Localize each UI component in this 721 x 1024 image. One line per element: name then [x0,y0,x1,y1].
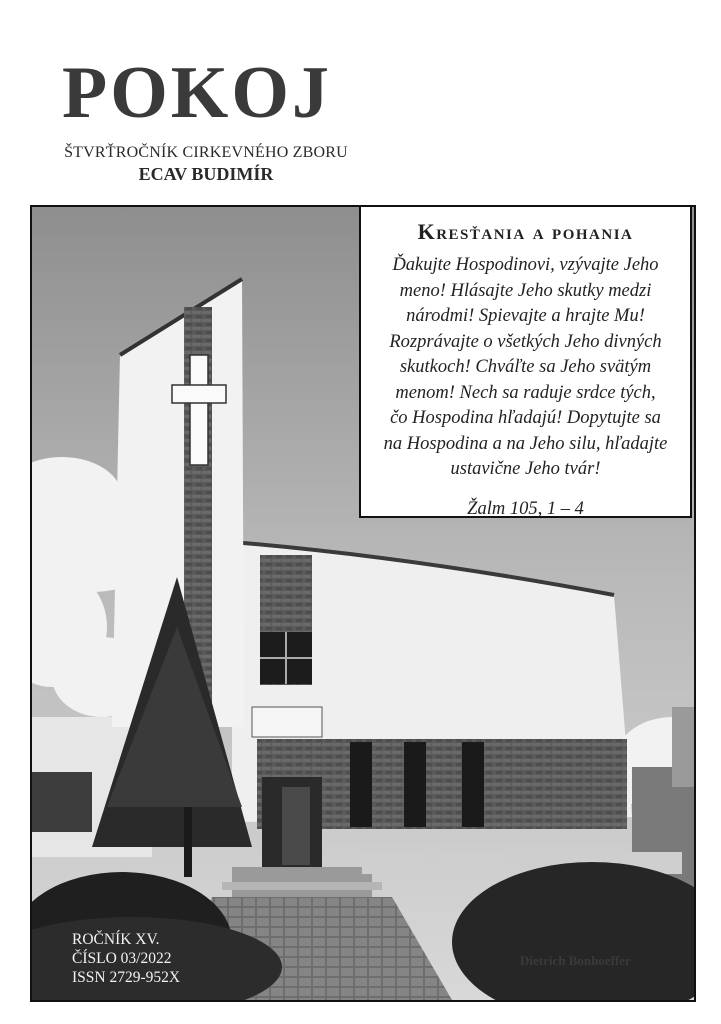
issue-volume: ROČNÍK XV. [72,931,160,948]
quote-line: menom! Nech sa raduje srdce tých, [395,382,656,403]
quote-line: Rozprávajte o všetkých Jeho divných [389,331,662,352]
quote-line: na Hospodina a na Jeho silu, hľadajte [383,433,668,454]
scripture-quote-box [359,205,692,518]
congregation-name: ECAV BUDIMÍR [138,164,274,184]
quote-line: skutkoch! Chváľte sa Jeho svätým [399,357,652,377]
issue-number: ČÍSLO 03/2022 [72,950,172,967]
issn: ISSN 2729-952X [72,969,181,986]
photo-credit: Dietrich Bonhoeffer [520,953,631,968]
quote-line: ustavične Jeho tvár! [450,459,601,479]
magazine-title: POKOJ [62,52,332,134]
masthead [62,52,362,185]
quote-reference: Žalm 105, 1 – 4 [467,498,584,519]
quote-line: Ďakujte Hospodinovi, vzývajte Jeho [392,255,659,275]
issue-info [72,930,180,987]
quote-line: čo Hospodina hľadajú! Dopytujte sa [390,408,661,428]
quote-title: Kresťania a pohania [417,219,634,244]
quote-line: národmi! Spievajte a hrajte Mu! [406,306,645,326]
planter [362,852,422,874]
quote-text [379,253,672,483]
quote-line: meno! Hlásajte Jeho skutky medzi [399,280,652,301]
magazine-subtitle: ŠTVRŤROČNÍK CIRKEVNÉHO ZBORU [64,144,348,161]
